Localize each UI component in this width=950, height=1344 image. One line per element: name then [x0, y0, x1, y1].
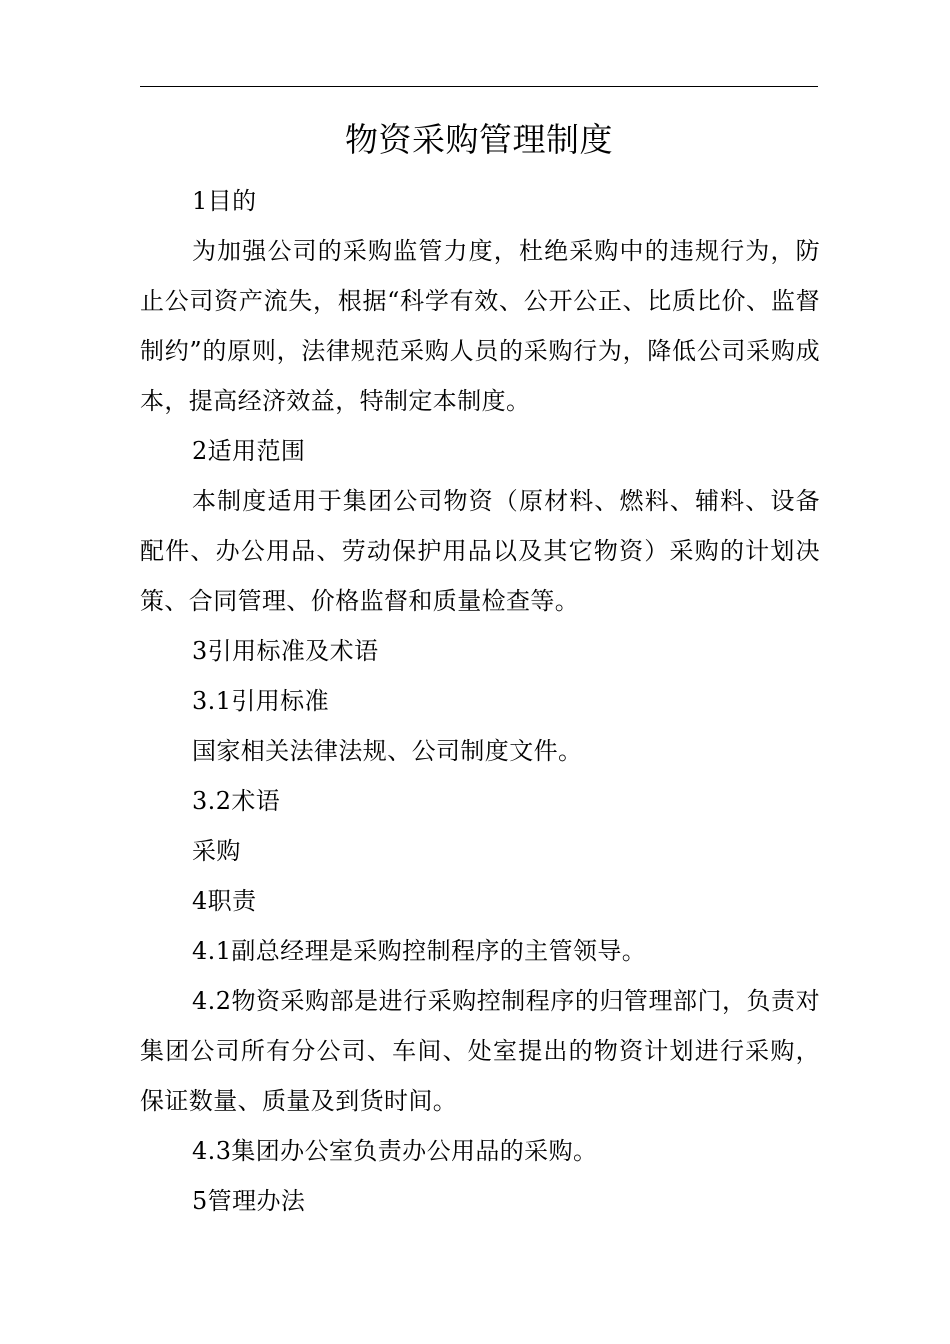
- section-heading-scope: 2适用范围: [192, 437, 306, 465]
- paragraph-responsibility-4-1: 4.1副总经理是采购控制程序的主管领导。: [192, 937, 647, 965]
- paragraph-scope: 本制度适用于集团公司物资（原材料、燃料、辅料、设备配件、办公用品、劳动保护用品以及其它物资）采购的计划决策、合同管理、价格监督和质量检查等。: [140, 487, 820, 615]
- paragraph-standards: 国家相关法律法规、公司制度文件。: [192, 737, 583, 765]
- section-heading-management: 5管理办法: [192, 1187, 306, 1215]
- document-body: [140, 176, 820, 1226]
- paragraph-purpose: 为加强公司的采购监管力度，杜绝采购中的违规行为，防止公司资产流失，根据“科学有效、公开公正、比质比价、监督制约”的原则，法律规范采购人员的采购行为，降低公司采购成本，提高经济效益，特制定本制度。: [140, 237, 820, 415]
- section-heading-standards-terms: 3引用标准及术语: [192, 637, 379, 665]
- header-rule: [140, 86, 818, 87]
- paragraph-responsibility-4-2: 4.2物资采购部是进行采购控制程序的归管理部门，负责对集团公司所有分公司、车间、处室提出的物资计划进行采购，保证数量、质量及到货时间。: [140, 987, 820, 1115]
- section-heading-purpose: 1目的: [192, 187, 257, 215]
- document-title: 物资采购管理制度: [345, 120, 613, 159]
- section-heading-responsibilities: 4职责: [192, 887, 257, 915]
- subsection-heading-standards: 3.1引用标准: [192, 687, 329, 715]
- subsection-heading-terms: 3.2术语: [192, 787, 281, 815]
- paragraph-responsibility-4-3: 4.3集团办公室负责办公用品的采购。: [192, 1137, 598, 1165]
- paragraph-terms: 采购: [192, 837, 241, 865]
